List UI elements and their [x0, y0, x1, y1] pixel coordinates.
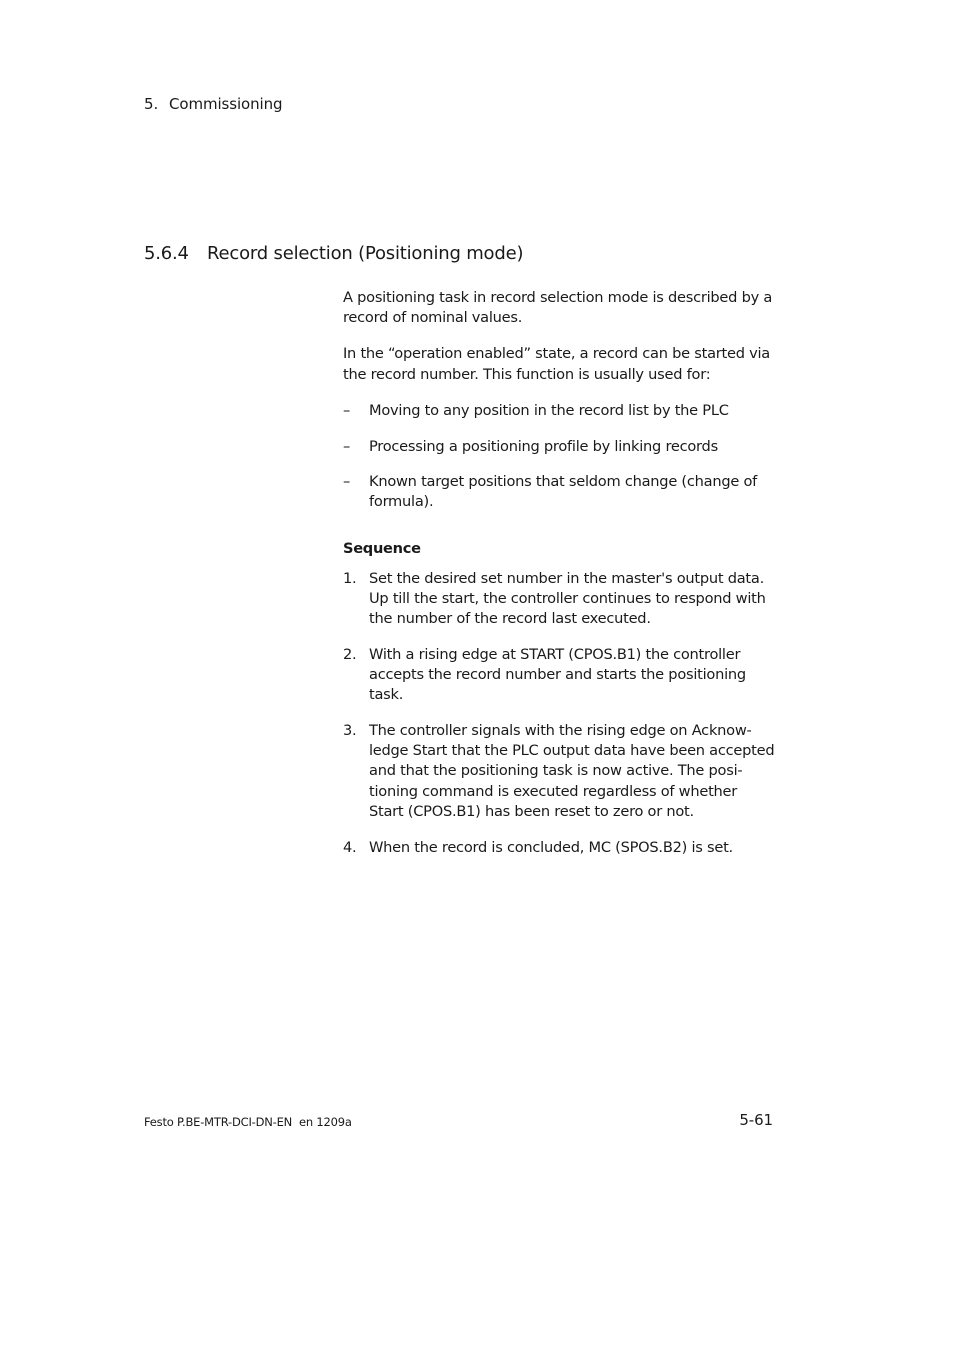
step-number: 1.	[343, 569, 357, 587]
list-item	[343, 437, 775, 457]
running-header	[144, 94, 282, 114]
step-number: 4.	[343, 838, 357, 856]
section-heading	[144, 241, 523, 267]
list-item	[343, 472, 775, 512]
usage-paragraph: In the “operation enabled” state, a record can be started via the record number. This function is usually used for:	[343, 345, 770, 383]
body-content	[343, 288, 775, 873]
list-item	[343, 721, 775, 822]
page-number: 5-61	[739, 1111, 773, 1129]
list-item-text: Moving to any position in the record list by the PLC	[369, 401, 729, 419]
list-item	[343, 401, 775, 421]
section-title: Record selection (Positioning mode)	[207, 243, 524, 264]
chapter-title: Commissioning	[169, 95, 283, 113]
sequence-heading: Sequence	[343, 539, 421, 557]
step-text: The controller signals with the rising edge on Acknowledge Start that the PLC output data have been accepted and that the positioning task is now active. The positioning command is executed regardless of whether Start (CPOS.B1) has been reset to zero or not.	[369, 722, 775, 820]
dash-marker: –	[343, 473, 351, 491]
step-text: When the record is concluded, MC (SPOS.B2) is set.	[369, 838, 733, 856]
list-item	[343, 838, 775, 858]
step-number: 3.	[343, 722, 357, 740]
usage-list	[343, 401, 775, 513]
list-item-text: Known target positions that seldom change (change of formula).	[369, 473, 758, 511]
dash-marker: –	[343, 437, 351, 455]
sequence-steps	[343, 569, 775, 858]
list-item	[343, 645, 775, 706]
step-text: With a rising edge at START (CPOS.B1) the controller accepts the record number and starts the positioning task.	[369, 645, 746, 704]
list-item	[343, 569, 775, 630]
dash-marker: –	[343, 401, 351, 419]
step-number: 2.	[343, 645, 357, 663]
step-text: Set the desired set number in the master's output data. Up till the start, the controller continues to respond with the number of the record last executed.	[369, 569, 766, 628]
chapter-number: 5.	[144, 95, 159, 113]
document-id: Festo P.BE-MTR-DCI-DN-EN en 1209a	[144, 1115, 352, 1129]
section-number: 5.6.4	[144, 243, 189, 264]
intro-paragraph: A positioning task in record selection mode is described by a record of nominal values.	[343, 289, 773, 327]
list-item-text: Processing a positioning profile by linking records	[369, 437, 718, 455]
